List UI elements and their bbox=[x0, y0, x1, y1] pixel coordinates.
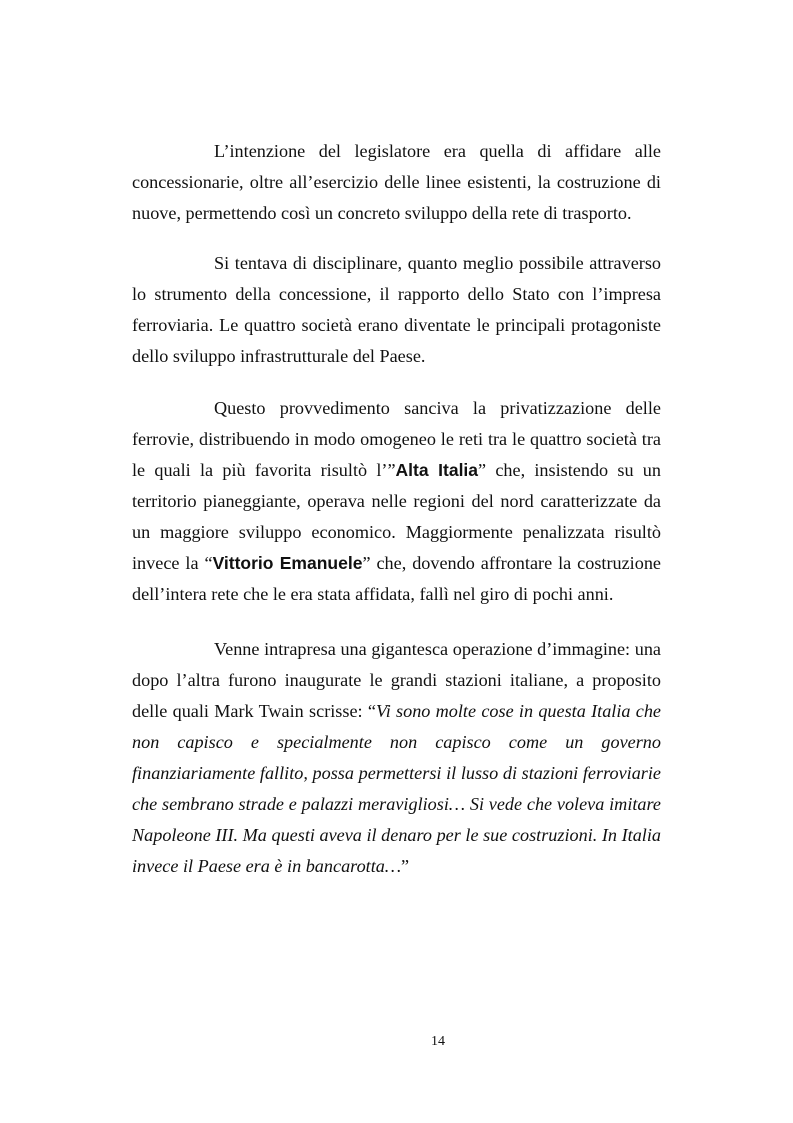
company-name-alta-italia: Alta Italia bbox=[395, 460, 479, 480]
mark-twain-quote: Vi sono molte cose in questa Italia che non capisco e specialmente non capisco come un governo finanziariamente fallito, possa permettersi il lusso di stazioni ferroviarie che sembrano strade e palazzi meravigliosi… Si vede che voleva imitare Napoleone III. Ma questi aveva il denaro per le sue costruzioni. In Italia invece il Paese era è in bancarotta… bbox=[132, 701, 661, 876]
paragraph-privatization bbox=[132, 393, 661, 610]
page-number: 14 bbox=[431, 1034, 445, 1049]
paragraph-mark-twain bbox=[132, 634, 661, 882]
paragraph-text: L’intenzione del legislatore era quella di affidare alle concessionarie, oltre all’esercizio delle linee esistenti, la costruzione di nuove, permettendo così un concreto sviluppo della rete di trasporto. bbox=[132, 141, 661, 223]
paragraph-text: Questo provvedimento sanciva la privatizzazione delle ferrovie, distribuendo in modo omogeneo le reti tra le quattro società tra le quali la più favorita risultò l’” bbox=[132, 398, 661, 480]
paragraph-text: Si tentava di disciplinare, quanto meglio possibile attraverso lo strumento della concessione, il rapporto dello Stato con l’impresa ferroviaria. Le quattro società erano diventate le principali protagoniste dello sviluppo infrastrutturale del Paese. bbox=[132, 253, 661, 366]
paragraph-text: ” bbox=[401, 856, 410, 876]
paragraph-concession-discipline bbox=[132, 248, 661, 372]
paragraph-legislator-intention bbox=[132, 136, 661, 229]
paragraph-text: ” che, insistendo su un territorio pianeggiante, operava nelle regioni del nord caratterizzate da un maggiore sviluppo economico. Maggiormente penalizzata risultò invece la “ bbox=[132, 460, 661, 573]
paragraph-text: Venne intrapresa una gigantesca operazione d’immagine: una dopo l’altra furono inaugurate le grandi stazioni italiane, a proposito delle quali Mark Twain scrisse: “ bbox=[132, 639, 661, 721]
company-name-vittorio-emanuele: Vittorio Emanuele bbox=[212, 553, 363, 573]
paragraph-text: ” che, dovendo affrontare la costruzione dell’intera rete che le era stata affidata, fallì nel giro di pochi anni. bbox=[132, 553, 662, 604]
